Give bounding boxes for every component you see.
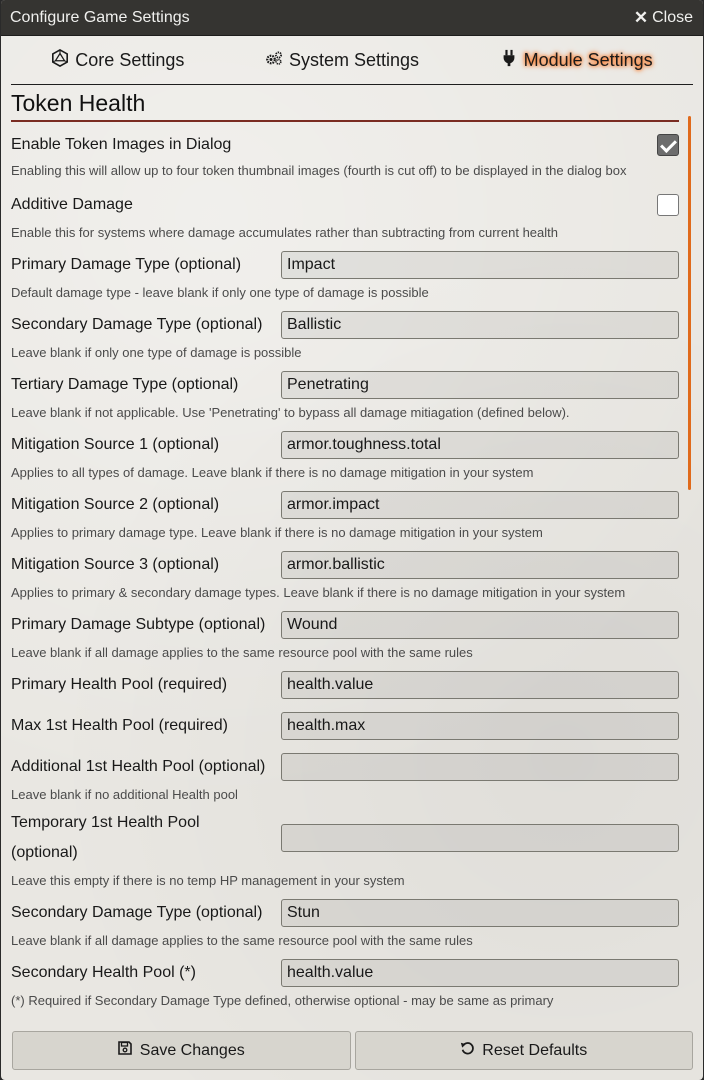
setting-label: Enable Token Images in Dialog (11, 136, 232, 153)
tab-module-settings[interactable] (500, 49, 653, 72)
setting-label: Mitigation Source 2 (optional) (11, 496, 220, 513)
setting-max-health-pool (11, 711, 679, 741)
setting-note: Applies to all types of damage. Leave blank if there is no damage mitigation in your system (11, 465, 534, 480)
setting-note: Leave blank if no additional Health pool (11, 787, 238, 802)
temp-health-pool-input[interactable] (281, 824, 679, 852)
setting-note: Enable this for systems where damage accumulates rather than subtracting from current health (11, 225, 558, 240)
setting-note: Leave blank if all damage applies to the same resource pool with the same rules (11, 645, 473, 660)
tab-label: System Settings (288, 49, 420, 70)
tertiary-damage-type-input[interactable]: Penetrating (281, 371, 679, 399)
setting-note: Default damage type - leave blank if only one type of damage is possible (11, 285, 429, 300)
mitigation-1-input[interactable]: armor.toughness.total (281, 431, 679, 459)
setting-note: Leave this empty if there is no temp HP management in your system (11, 873, 405, 888)
setting-additive-damage (11, 190, 679, 220)
setting-secondary-health-pool (11, 958, 679, 988)
setting-mitigation-3 (11, 550, 679, 580)
tab-label: Module Settings (523, 49, 653, 70)
window-title: Configure Game Settings (10, 8, 190, 26)
setting-note: Leave blank if not applicable. Use 'Penetrating' to bypass all damage mitiagation (defined below). (11, 405, 570, 420)
secondary-damage-subtype-input[interactable]: Stun (281, 899, 679, 927)
setting-label-line: (optional) (11, 844, 78, 861)
setting-label-line: Temporary 1st Health Pool (11, 814, 200, 831)
mitigation-3-input[interactable]: armor.ballistic (281, 551, 679, 579)
additional-health-pool-input[interactable] (281, 753, 679, 781)
setting-secondary-damage-subtype (11, 898, 679, 928)
mitigation-2-input[interactable]: armor.impact (281, 491, 679, 519)
setting-label: Tertiary Damage Type (optional) (11, 376, 239, 393)
setting-tertiary-damage-type (11, 370, 679, 400)
scrollbar-thumb[interactable] (688, 116, 691, 490)
max-health-pool-input[interactable]: health.max (281, 712, 679, 740)
setting-label (11, 808, 200, 868)
setting-primary-damage-type (11, 250, 679, 280)
additive-damage-checkbox[interactable] (657, 194, 679, 216)
setting-primary-damage-subtype (11, 610, 679, 640)
setting-label: Additional 1st Health Pool (optional) (11, 758, 266, 775)
tab-label: Core Settings (75, 49, 185, 70)
setting-primary-health-pool (11, 670, 679, 700)
primary-damage-subtype-input[interactable]: Wound (281, 611, 679, 639)
setting-note: Applies to primary damage type. Leave blank if there is no damage mitigation in your system (11, 525, 543, 540)
setting-note: Leave blank if all damage applies to the same resource pool with the same rules (11, 933, 473, 948)
setting-label: Secondary Damage Type (optional) (11, 316, 263, 333)
setting-additional-health-pool (11, 752, 679, 782)
close-button[interactable] (634, 8, 693, 28)
setting-label: Mitigation Source 3 (optional) (11, 556, 220, 573)
token-images-checkbox[interactable] (657, 134, 679, 156)
setting-mitigation-1 (11, 430, 679, 460)
d20-icon (51, 49, 69, 72)
undo-icon (460, 1041, 474, 1060)
window-titlebar[interactable] (1, 0, 703, 36)
setting-label: Mitigation Source 1 (optional) (11, 436, 220, 453)
plug-icon (500, 49, 518, 72)
setting-secondary-damage-type (11, 310, 679, 340)
setting-note: Leave blank if only one type of damage is possible (11, 345, 302, 360)
save-changes-button[interactable] (12, 1031, 351, 1070)
setting-label: Max 1st Health Pool (required) (11, 717, 228, 734)
setting-label: Additive Damage (11, 196, 133, 213)
section-title: Token Health (11, 86, 679, 122)
close-icon: ✕ (633, 7, 649, 27)
secondary-health-pool-input[interactable]: health.value (281, 959, 679, 987)
setting-token-images (11, 130, 679, 160)
primary-health-pool-input[interactable]: health.value (281, 671, 679, 699)
settings-window (1, 0, 703, 1080)
setting-note: (*) Required if Secondary Damage Type defined, otherwise optional - may be same as primary (11, 993, 554, 1008)
setting-note: Enabling this will allow up to four token thumbnail images (fourth is cut off) to be displayed in the dialog box (11, 163, 627, 178)
save-icon (118, 1041, 132, 1060)
setting-label: Secondary Damage Type (optional) (11, 904, 263, 921)
settings-content[interactable] (11, 86, 679, 1024)
primary-damage-type-input[interactable]: Impact (281, 251, 679, 279)
close-label: Close (652, 8, 693, 26)
setting-temp-health-pool (11, 808, 679, 868)
save-changes-label: Save Changes (139, 1041, 245, 1059)
dialog-footer (12, 1031, 693, 1072)
setting-label: Primary Health Pool (required) (11, 676, 228, 693)
reset-defaults-label: Reset Defaults (482, 1041, 588, 1059)
setting-label: Primary Damage Subtype (optional) (11, 616, 266, 633)
tab-system-settings[interactable] (265, 49, 419, 72)
setting-label: Secondary Health Pool (*) (11, 964, 196, 981)
setting-label: Primary Damage Type (optional) (11, 256, 242, 273)
setting-mitigation-2 (11, 490, 679, 520)
setting-note: Applies to primary & secondary damage types. Leave blank if there is no damage mitigation in your system (11, 585, 626, 600)
secondary-damage-type-input[interactable]: Ballistic (281, 311, 679, 339)
gears-icon (265, 49, 283, 72)
reset-defaults-button[interactable] (355, 1031, 694, 1070)
tab-core-settings[interactable] (51, 49, 184, 72)
settings-tabs (11, 36, 693, 85)
